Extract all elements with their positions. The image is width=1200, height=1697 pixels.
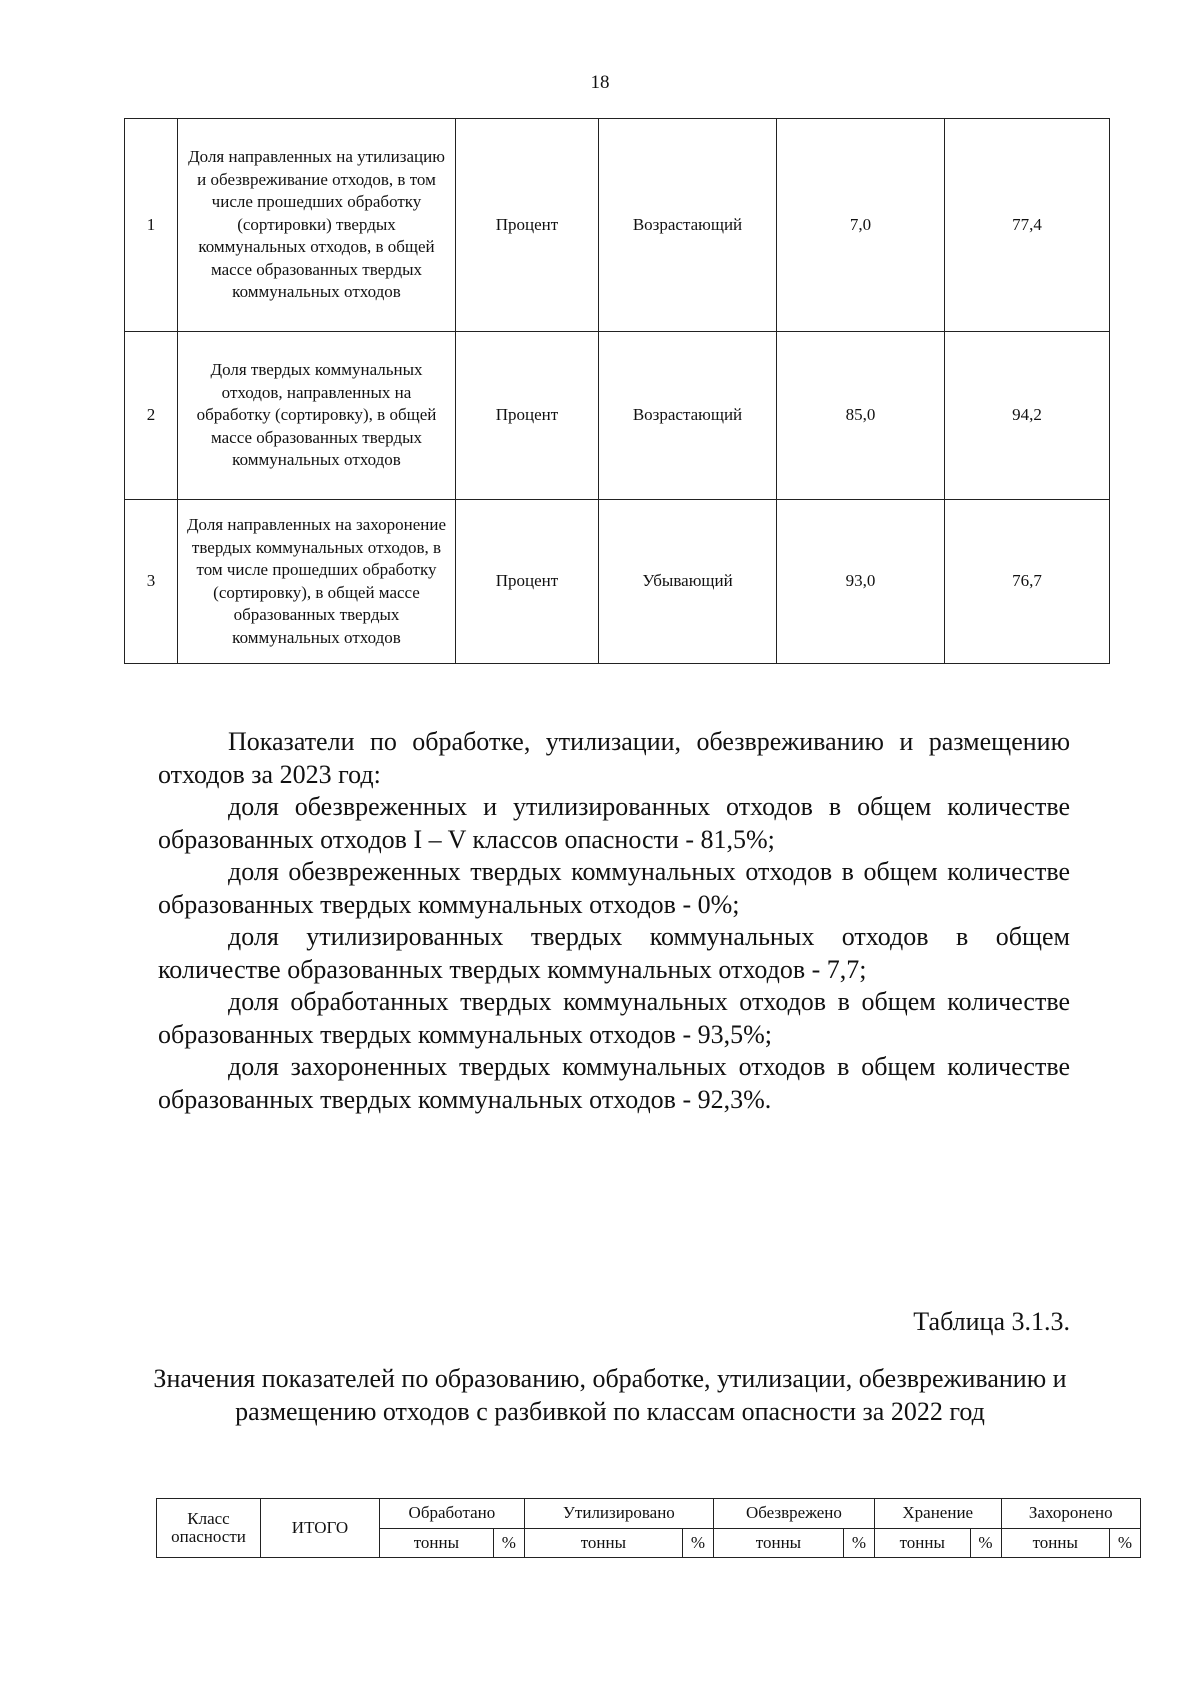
- body-text: [158, 726, 1070, 1116]
- row-number: 3: [125, 500, 178, 664]
- row-number: 2: [125, 332, 178, 500]
- indicator-trend: Возрастающий: [599, 332, 777, 500]
- subheader-percent: %: [970, 1528, 1001, 1558]
- indicator-value-1: 85,0: [777, 332, 945, 500]
- list-item: доля обезвреженных и утилизированных отходов в общем количестве образованных отходов I – V классов опасности - 81,5%;: [158, 792, 1070, 854]
- page-number: 18: [590, 72, 610, 93]
- header-class: Класс опасности: [157, 1499, 261, 1558]
- table-row: [125, 119, 1110, 332]
- indicator-value-1: 93,0: [777, 500, 945, 664]
- subheader-tons: тонны: [874, 1528, 970, 1558]
- list-item: доля обработанных твердых коммунальных отходов в общем количестве образованных твердых коммунальных отходов - 93,5%;: [158, 987, 1070, 1049]
- subheader-tons: тонны: [380, 1528, 494, 1558]
- list-item: доля обезвреженных твердых коммунальных отходов в общем количестве образованных твердых коммунальных отходов - 0%;: [158, 857, 1070, 919]
- table-title: Значения показателей по образованию, обработке, утилизации, обезвреживанию и размещению отходов с разбивкой по классам опасности за 2022 год: [153, 1364, 1067, 1426]
- header-group: Утилизировано: [524, 1499, 713, 1529]
- header-group: Хранение: [874, 1499, 1001, 1529]
- indicator-value-2: 76,7: [945, 500, 1110, 664]
- indicators-table: [124, 118, 1110, 664]
- subheader-tons: тонны: [524, 1528, 682, 1558]
- table-row: [125, 332, 1110, 500]
- indicator-value-2: 77,4: [945, 119, 1110, 332]
- header-group: Захоронено: [1001, 1499, 1140, 1529]
- hazard-class-table: [156, 1498, 1141, 1558]
- indicator-name: Доля направленных на захоронение твердых коммунальных отходов, в том числе прошедших обработку (сортировку), в общей массе образованных твердых коммунальных отходов: [178, 500, 456, 664]
- indicator-value-1: 7,0: [777, 119, 945, 332]
- indicator-trend: Убывающий: [599, 500, 777, 664]
- indicator-unit: Процент: [456, 500, 599, 664]
- intro-paragraph: Показатели по обработке, утилизации, обезвреживанию и размещению отходов за 2023 год:: [158, 727, 1070, 789]
- table-label: Таблица 3.1.3.: [913, 1307, 1070, 1336]
- subheader-tons: тонны: [713, 1528, 843, 1558]
- indicator-trend: Возрастающий: [599, 119, 777, 332]
- indicator-name: Доля направленных на утилизацию и обезвреживание отходов, в том числе прошедших обработку (сортировки) твердых коммунальных отходов, в общей массе образованных твердых коммунальных отходов: [178, 119, 456, 332]
- row-number: 1: [125, 119, 178, 332]
- header-group: Обезврежено: [713, 1499, 874, 1529]
- table-header-row: [157, 1499, 1141, 1529]
- header-total: ИТОГО: [261, 1499, 380, 1558]
- list-item: доля захороненных твердых коммунальных отходов в общем количестве образованных твердых коммунальных отходов - 92,3%.: [158, 1052, 1070, 1114]
- subheader-tons: тонны: [1001, 1528, 1109, 1558]
- subheader-percent: %: [1110, 1528, 1141, 1558]
- subheader-percent: %: [682, 1528, 713, 1558]
- subheader-percent: %: [843, 1528, 874, 1558]
- header-group: Обработано: [380, 1499, 525, 1529]
- table-row: [125, 500, 1110, 664]
- indicator-value-2: 94,2: [945, 332, 1110, 500]
- list-item: доля утилизированных твердых коммунальных отходов в общем количестве образованных твердых коммунальных отходов - 7,7;: [158, 922, 1070, 984]
- subheader-percent: %: [493, 1528, 524, 1558]
- indicator-name: Доля твердых коммунальных отходов, направленных на обработку (сортировку), в общей массе образованных твердых коммунальных отходов: [178, 332, 456, 500]
- indicator-unit: Процент: [456, 332, 599, 500]
- indicator-unit: Процент: [456, 119, 599, 332]
